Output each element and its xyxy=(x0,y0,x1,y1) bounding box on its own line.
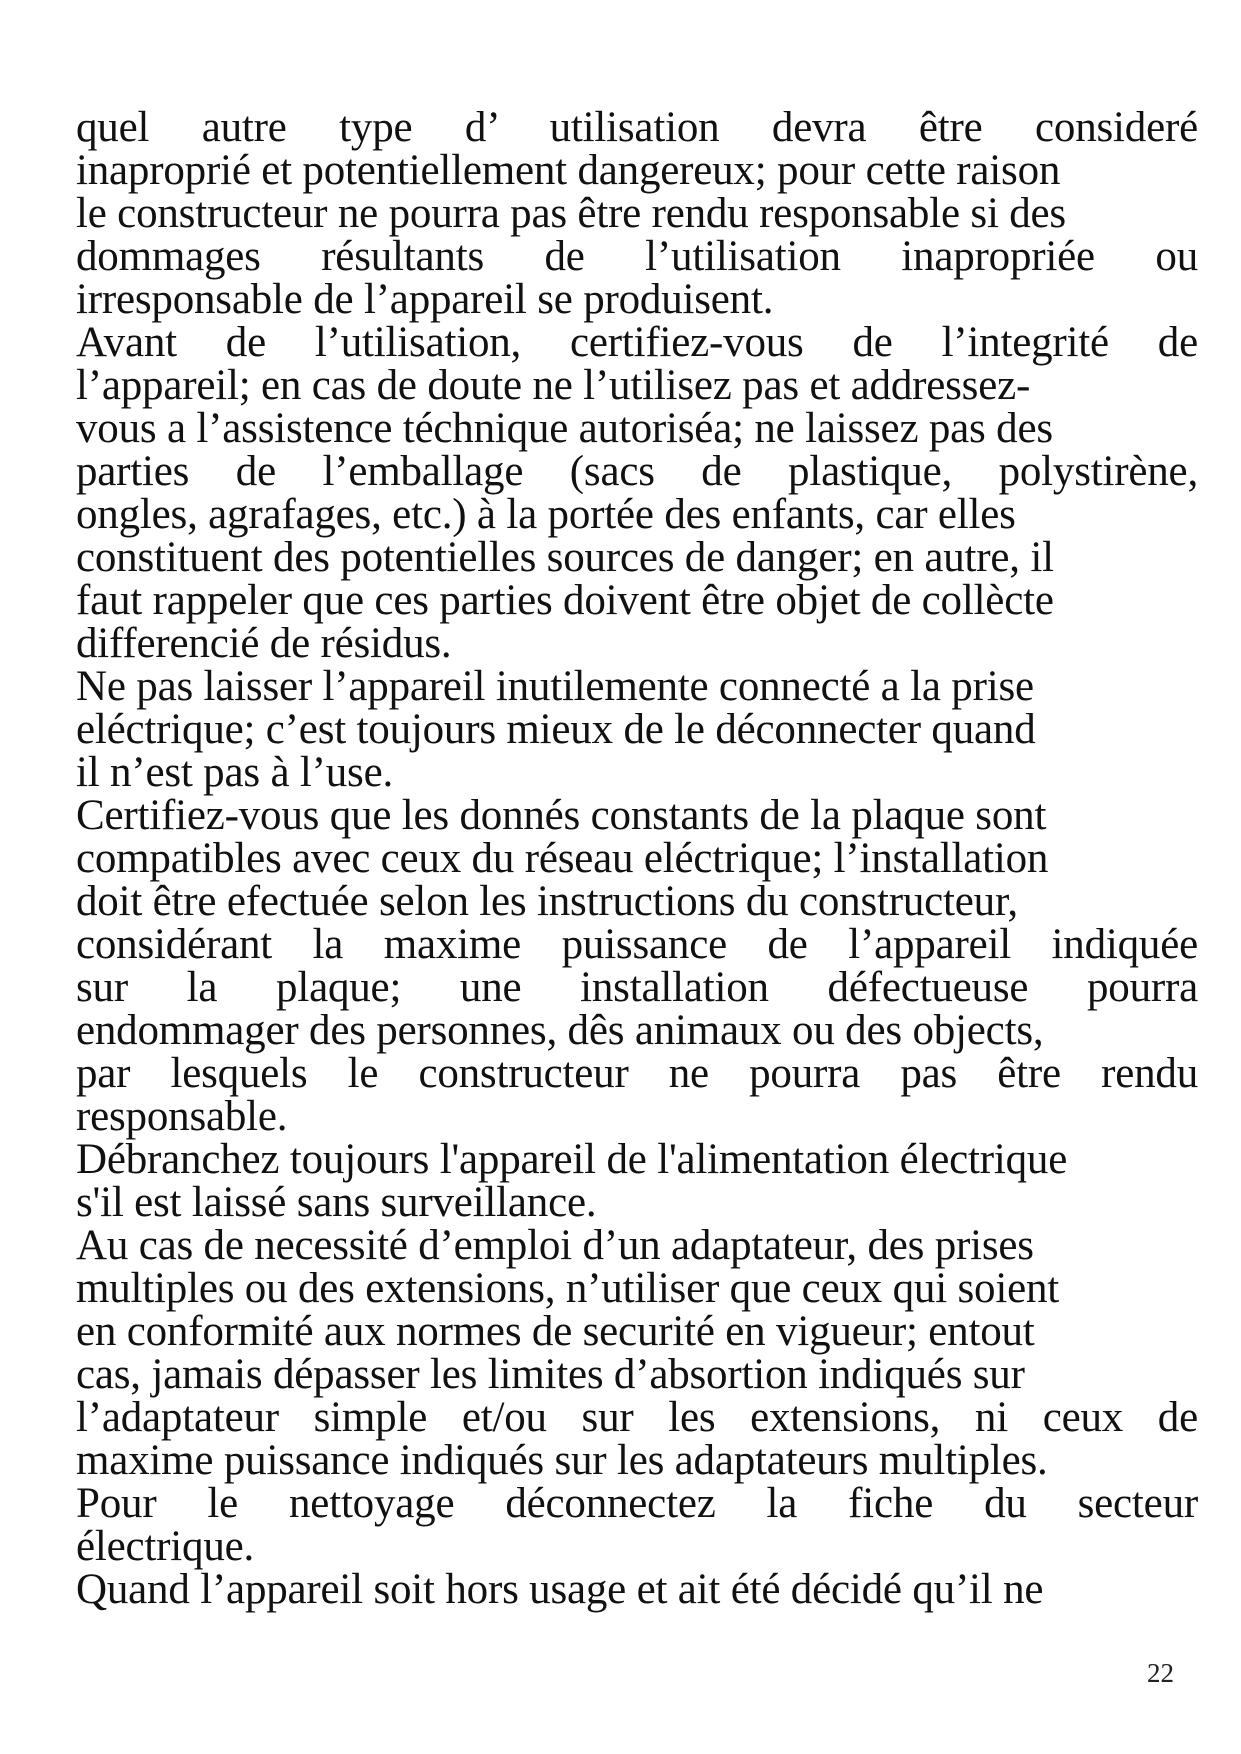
text-line: parties de l’emballage (sacs de plastique, polystirène, xyxy=(76,448,1198,495)
text-line: en conformité aux normes de securité en vigueur; entout xyxy=(76,1308,1035,1355)
page-number: 22 xyxy=(1147,1658,1174,1688)
text-line: considérant la maxime puissance de l’appareil indiquée xyxy=(76,921,1198,968)
text-line: Au cas de necessité d’emploi d’un adaptateur, des prises xyxy=(76,1222,1034,1269)
text-line: quel autre type d’ utilisation devra être consideré xyxy=(76,104,1198,151)
text-line: inaproprié et potentiellement dangereux; pour cette raison xyxy=(76,147,1061,194)
text-line: l’appareil; en cas de doute ne l’utilisez pas et addressez- xyxy=(76,362,1031,409)
text-line: par lesquels le constructeur ne pourra pas être rendu xyxy=(76,1050,1198,1097)
text-line: sur la plaque; une installation défectueuse pourra xyxy=(76,964,1198,1011)
text-line: Débranchez toujours l'appareil de l'alimentation électrique xyxy=(76,1136,1068,1183)
text-line: électrique. xyxy=(76,1523,255,1570)
text-line: doit être efectuée selon les instructions du constructeur, xyxy=(76,878,1018,925)
text-line: il n’est pas à l’use. xyxy=(76,749,394,796)
body-text xyxy=(76,106,1198,1611)
text-line: Quand l’appareil soit hors usage et ait été décidé qu’il ne xyxy=(76,1566,1044,1613)
text-line: differencié de résidus. xyxy=(76,620,452,667)
text-line: multiples ou des extensions, n’utiliser que ceux qui soient xyxy=(76,1265,1060,1312)
text-line: maxime puissance indiqués sur les adaptateurs multiples. xyxy=(76,1437,1048,1484)
text-line: eléctrique; c’est toujours mieux de le déconnecter quand xyxy=(76,706,1036,753)
text-line: s'il est laissé sans surveillance. xyxy=(76,1179,597,1226)
text-line: Pour le nettoyage déconnectez la fiche du secteur xyxy=(76,1480,1198,1527)
text-line: ongles, agrafages, etc.) à la portée des enfants, car elles xyxy=(76,491,1016,538)
text-line: le constructeur ne pourra pas être rendu responsable si des xyxy=(76,190,1066,237)
text-line: vous a l’assistence téchnique autoriséa; ne laissez pas des xyxy=(76,405,1053,452)
text-line: faut rappeler que ces parties doivent être objet de collècte xyxy=(76,577,1054,624)
text-line: Ne pas laisser l’appareil inutilemente connecté a la prise xyxy=(76,663,1034,710)
text-line: compatibles avec ceux du réseau eléctrique; l’installation xyxy=(76,835,1049,882)
text-line: irresponsable de l’appareil se produisent. xyxy=(76,276,774,323)
text-line: Avant de l’utilisation, certifiez-vous de l’integrité de xyxy=(76,319,1198,366)
text-line: responsable. xyxy=(76,1093,288,1140)
text-line: l’adaptateur simple et/ou sur les extensions, ni ceux de xyxy=(76,1394,1198,1441)
text-line: dommages résultants de l’utilisation inapropriée ou xyxy=(76,233,1198,280)
text-line: endommager des personnes, dês animaux ou des objects, xyxy=(76,1007,1044,1054)
text-line: cas, jamais dépasser les limites d’absortion indiqués sur xyxy=(76,1351,1025,1398)
text-line: constituent des potentielles sources de danger; en autre, il xyxy=(76,534,1054,581)
text-line: Certifiez-vous que les donnés constants de la plaque sont xyxy=(76,792,1047,839)
